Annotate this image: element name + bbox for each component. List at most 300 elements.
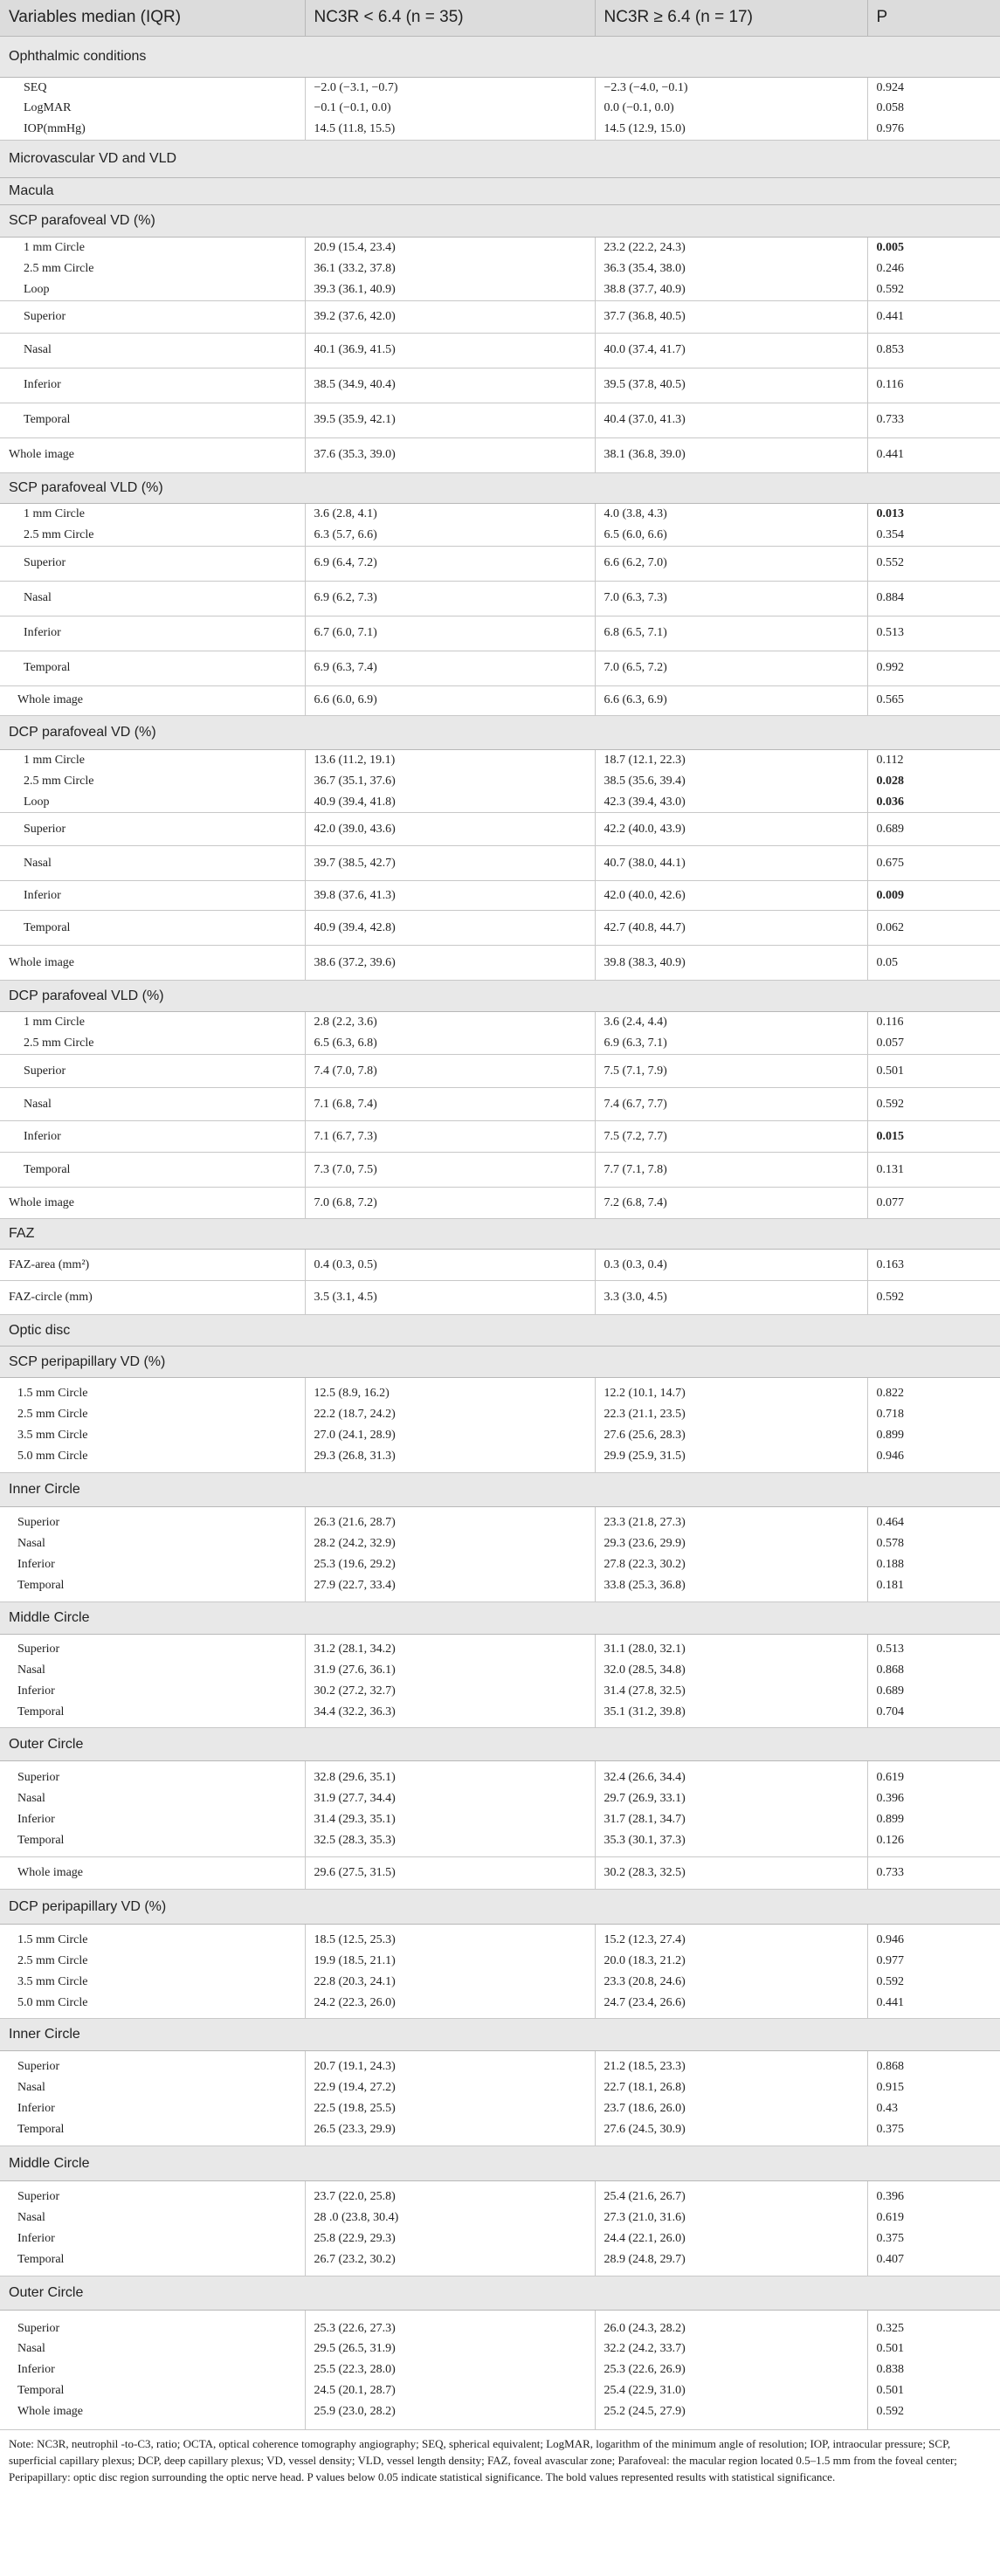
header-variables: Variables median (IQR) bbox=[0, 0, 305, 36]
section-label: SCP parafoveal VD (%) bbox=[0, 205, 1000, 238]
variable-cell bbox=[0, 1635, 305, 1728]
cell-value: 40.9 (39.4, 42.8) bbox=[314, 921, 396, 935]
cell-value: Temporal bbox=[17, 2253, 65, 2267]
variable-cell bbox=[0, 238, 305, 301]
section-label: DCP parafoveal VD (%) bbox=[0, 715, 1000, 749]
cell-value: Inferior bbox=[17, 1812, 55, 1826]
cell-value: 2.5 mm Circle bbox=[24, 262, 94, 276]
cell-value: 0.578 bbox=[876, 1537, 904, 1551]
cell-value: 0.592 bbox=[876, 1974, 904, 1988]
low-nc3r-cell bbox=[305, 1188, 595, 1219]
cell-value: 26.3 (21.6, 28.7) bbox=[314, 1516, 396, 1530]
variable-cell bbox=[0, 2051, 305, 2146]
cell-value: 42.3 (39.4, 43.0) bbox=[603, 795, 686, 809]
cell-value: 40.7 (38.0, 44.1) bbox=[603, 857, 686, 871]
cell-value: Loop bbox=[24, 283, 50, 297]
cell-value: 3.5 mm Circle bbox=[17, 1429, 88, 1443]
cell-value: 0.552 bbox=[876, 556, 904, 570]
section-label: Inner Circle bbox=[0, 1473, 1000, 1507]
cell-value: 0.163 bbox=[876, 1257, 904, 1271]
cell-value: 0.375 bbox=[876, 2232, 904, 2246]
cell-value: 0.375 bbox=[876, 2123, 904, 2137]
p-value-cell bbox=[867, 1925, 1000, 2019]
cell-value: 0.619 bbox=[876, 2211, 904, 2225]
low-nc3r-cell bbox=[305, 238, 595, 301]
p-value-cell bbox=[867, 1250, 1000, 1281]
cell-value: 31.2 (28.1, 34.2) bbox=[314, 1643, 396, 1656]
cell-value: 27.6 (25.6, 28.3) bbox=[603, 1429, 686, 1443]
variable-cell bbox=[0, 1378, 305, 1473]
cell-value: 31.9 (27.6, 36.1) bbox=[314, 1663, 396, 1677]
table-row bbox=[0, 77, 1000, 141]
cell-value: 31.4 (29.3, 35.1) bbox=[314, 1812, 396, 1826]
header-high-nc3r: NC3R ≥ 6.4 (n = 17) bbox=[595, 0, 867, 36]
low-nc3r-cell bbox=[305, 881, 595, 911]
p-value-cell bbox=[867, 1635, 1000, 1728]
cell-value: 0.619 bbox=[876, 1770, 904, 1784]
low-nc3r-cell bbox=[305, 1121, 595, 1153]
high-nc3r-cell bbox=[595, 616, 867, 651]
low-nc3r-cell bbox=[305, 1507, 595, 1602]
cell-value: Whole image bbox=[9, 448, 75, 462]
cell-value: 2.5 mm Circle bbox=[24, 1037, 94, 1050]
variable-cell bbox=[0, 651, 305, 685]
cell-value: 3.5 mm Circle bbox=[17, 1974, 88, 1988]
cell-value: 7.0 (6.3, 7.3) bbox=[603, 591, 667, 605]
cell-value: 19.9 (18.5, 21.1) bbox=[314, 1953, 396, 1967]
p-value-cell bbox=[867, 1378, 1000, 1473]
cell-value: 0.689 bbox=[876, 1684, 904, 1698]
variable-cell bbox=[0, 1925, 305, 2019]
variable-cell bbox=[0, 403, 305, 437]
variable-cell bbox=[0, 749, 305, 813]
low-nc3r-cell bbox=[305, 846, 595, 881]
p-value-cell bbox=[867, 437, 1000, 472]
table-row bbox=[0, 2181, 1000, 2276]
table-row bbox=[0, 846, 1000, 881]
cell-value: 0.4 (0.3, 0.5) bbox=[314, 1257, 377, 1271]
table-row bbox=[0, 300, 1000, 333]
cell-value: 7.1 (6.7, 7.3) bbox=[314, 1129, 377, 1143]
cell-value: 0.441 bbox=[876, 309, 904, 323]
cell-value: Inferior bbox=[24, 626, 61, 640]
cell-value: 0.396 bbox=[876, 2190, 904, 2204]
section-label: SCP parafoveal VLD (%) bbox=[0, 472, 1000, 503]
table-row bbox=[0, 1761, 1000, 1857]
cell-value: Superior bbox=[17, 1516, 60, 1530]
high-nc3r-cell bbox=[595, 2181, 867, 2276]
cell-value: 37.7 (36.8, 40.5) bbox=[603, 309, 686, 323]
table-body bbox=[0, 36, 1000, 2430]
high-nc3r-cell bbox=[595, 749, 867, 813]
cell-value: 14.5 (11.8, 15.5) bbox=[314, 122, 396, 136]
cell-value: 0.05 bbox=[876, 956, 898, 970]
cell-value: Temporal bbox=[17, 1705, 65, 1719]
high-nc3r-cell bbox=[595, 685, 867, 715]
cell-value: Whole image bbox=[17, 1866, 84, 1880]
cell-value: 0.592 bbox=[876, 1097, 904, 1111]
cell-value: 0.441 bbox=[876, 448, 904, 462]
cell-value: 27.6 (24.5, 30.9) bbox=[603, 2123, 686, 2137]
section-header-row bbox=[0, 141, 1000, 178]
cell-value: −2.0 (−3.1, −0.7) bbox=[314, 80, 398, 94]
table-row bbox=[0, 403, 1000, 437]
cell-value: 23.3 (21.8, 27.3) bbox=[603, 1516, 686, 1530]
cell-value: 27.0 (24.1, 28.9) bbox=[314, 1429, 396, 1443]
cell-value: 0.868 bbox=[876, 1663, 904, 1677]
p-value-cell bbox=[867, 1153, 1000, 1188]
cell-value: 6.6 (6.2, 7.0) bbox=[603, 556, 667, 570]
low-nc3r-cell bbox=[305, 403, 595, 437]
cell-value: 5.0 mm Circle bbox=[17, 1995, 88, 2009]
cell-value: 0.718 bbox=[876, 1408, 904, 1422]
cell-value: 7.7 (7.1, 7.8) bbox=[603, 1162, 667, 1176]
cell-value: 7.1 (6.8, 7.4) bbox=[314, 1097, 377, 1111]
section-label: Middle Circle bbox=[0, 2146, 1000, 2181]
table-row bbox=[0, 651, 1000, 685]
p-value-cell bbox=[867, 2051, 1000, 2146]
section-label: Optic disc bbox=[0, 1315, 1000, 1347]
p-value-cell bbox=[867, 846, 1000, 881]
low-nc3r-cell bbox=[305, 685, 595, 715]
cell-value: 32.0 (28.5, 34.8) bbox=[603, 1663, 686, 1677]
low-nc3r-cell bbox=[305, 813, 595, 846]
cell-value: Whole image bbox=[17, 2405, 84, 2419]
cell-value: 0.43 bbox=[876, 2102, 898, 2116]
high-nc3r-cell bbox=[595, 77, 867, 141]
cell-value: 0.899 bbox=[876, 1429, 904, 1443]
table-row bbox=[0, 616, 1000, 651]
cell-value: 29.7 (26.9, 33.1) bbox=[603, 1791, 686, 1805]
cell-value: 38.8 (37.7, 40.9) bbox=[603, 283, 686, 297]
low-nc3r-cell bbox=[305, 2051, 595, 2146]
cell-value: Loop bbox=[24, 795, 50, 809]
cell-value: 0.689 bbox=[876, 823, 904, 837]
section-header-row bbox=[0, 2019, 1000, 2051]
cell-value: 24.7 (23.4, 26.6) bbox=[603, 1995, 686, 2009]
cell-value: Nasal bbox=[24, 591, 52, 605]
cell-value: 7.3 (7.0, 7.5) bbox=[314, 1162, 377, 1176]
variable-cell bbox=[0, 1281, 305, 1315]
cell-value: 23.7 (18.6, 26.0) bbox=[603, 2102, 686, 2116]
section-header-row bbox=[0, 1219, 1000, 1250]
cell-value: 0.992 bbox=[876, 661, 904, 675]
table-row bbox=[0, 1250, 1000, 1281]
cell-value: 40.1 (36.9, 41.5) bbox=[314, 343, 396, 357]
p-value-cell bbox=[867, 581, 1000, 616]
cell-value: Inferior bbox=[17, 2363, 55, 2377]
high-nc3r-cell bbox=[595, 403, 867, 437]
p-value-cell bbox=[867, 1012, 1000, 1055]
variable-cell bbox=[0, 1857, 305, 1890]
cell-value: 42.2 (40.0, 43.9) bbox=[603, 823, 686, 837]
cell-value: 42.0 (40.0, 42.6) bbox=[603, 889, 686, 903]
cell-value: Nasal bbox=[17, 1537, 45, 1551]
cell-value: 0.924 bbox=[876, 80, 904, 94]
table-row bbox=[0, 1635, 1000, 1728]
variable-cell bbox=[0, 546, 305, 581]
cell-value: 6.9 (6.4, 7.2) bbox=[314, 556, 377, 570]
cell-value: 32.4 (26.6, 34.4) bbox=[603, 1770, 686, 1784]
section-header-row bbox=[0, 178, 1000, 205]
high-nc3r-cell bbox=[595, 1188, 867, 1219]
cell-value: 0.853 bbox=[876, 343, 904, 357]
section-header-row bbox=[0, 36, 1000, 77]
variable-cell bbox=[0, 1188, 305, 1219]
cell-value: 6.6 (6.0, 6.9) bbox=[314, 693, 377, 707]
section-header-row bbox=[0, 472, 1000, 503]
cell-value: 0.976 bbox=[876, 122, 904, 136]
header-low-nc3r: NC3R < 6.4 (n = 35) bbox=[305, 0, 595, 36]
cell-value: 27.3 (21.0, 31.6) bbox=[603, 2211, 686, 2225]
variable-cell bbox=[0, 1761, 305, 1857]
variable-cell bbox=[0, 1121, 305, 1153]
section-header-row bbox=[0, 715, 1000, 749]
cell-value: 0.513 bbox=[876, 626, 904, 640]
cell-value: 0.868 bbox=[876, 2060, 904, 2074]
high-nc3r-cell bbox=[595, 846, 867, 881]
p-value-cell bbox=[867, 333, 1000, 368]
cell-value: 3.6 (2.4, 4.4) bbox=[603, 1016, 667, 1030]
cell-value: Superior bbox=[17, 2190, 60, 2204]
table-row bbox=[0, 333, 1000, 368]
cell-value: Inferior bbox=[17, 2232, 55, 2246]
high-nc3r-cell bbox=[595, 437, 867, 472]
cell-value: 14.5 (12.9, 15.0) bbox=[603, 122, 686, 136]
cell-value: Inferior bbox=[24, 889, 61, 903]
cell-value: 0.062 bbox=[876, 921, 904, 935]
table-row bbox=[0, 1188, 1000, 1219]
cell-value: 39.5 (37.8, 40.5) bbox=[603, 378, 686, 392]
p-value-cell bbox=[867, 300, 1000, 333]
cell-value: 0.3 (0.3, 0.4) bbox=[603, 1257, 667, 1271]
section-header-row bbox=[0, 1890, 1000, 1925]
section-header-row bbox=[0, 1602, 1000, 1635]
cell-value: Superior bbox=[17, 2060, 60, 2074]
cell-value: 5.0 mm Circle bbox=[17, 1450, 88, 1464]
cell-value: 26.5 (23.3, 29.9) bbox=[314, 2123, 396, 2137]
variable-cell bbox=[0, 333, 305, 368]
cell-value: 6.5 (6.3, 6.8) bbox=[314, 1037, 377, 1050]
cell-value: 0.733 bbox=[876, 1866, 904, 1880]
section-header-row bbox=[0, 205, 1000, 238]
cell-value: Superior bbox=[17, 1770, 60, 1784]
table-row bbox=[0, 1012, 1000, 1055]
cell-value: Inferior bbox=[24, 1129, 61, 1143]
variable-cell bbox=[0, 1088, 305, 1121]
cell-value: 0.188 bbox=[876, 1558, 904, 1572]
p-value-cell bbox=[867, 77, 1000, 141]
p-value-cell bbox=[867, 911, 1000, 946]
cell-value: 3.3 (3.0, 4.5) bbox=[603, 1291, 667, 1305]
variable-cell bbox=[0, 846, 305, 881]
p-value-cell bbox=[867, 546, 1000, 581]
cell-value: 25.9 (23.0, 28.2) bbox=[314, 2405, 396, 2419]
cell-value: 6.7 (6.0, 7.1) bbox=[314, 626, 377, 640]
cell-value: 3.6 (2.8, 4.1) bbox=[314, 506, 377, 520]
low-nc3r-cell bbox=[305, 546, 595, 581]
cell-value: 21.2 (18.5, 23.3) bbox=[603, 2060, 686, 2074]
cell-value: 31.7 (28.1, 34.7) bbox=[603, 1812, 686, 1826]
high-nc3r-cell bbox=[595, 503, 867, 546]
variable-cell bbox=[0, 881, 305, 911]
cell-value: Nasal bbox=[17, 1663, 45, 1677]
high-nc3r-cell bbox=[595, 546, 867, 581]
cell-value: 7.5 (7.2, 7.7) bbox=[603, 1129, 667, 1143]
section-label: DCP parafoveal VLD (%) bbox=[0, 981, 1000, 1012]
p-value-cell bbox=[867, 1121, 1000, 1153]
high-nc3r-cell bbox=[595, 1055, 867, 1088]
low-nc3r-cell bbox=[305, 616, 595, 651]
cell-value: 18.5 (12.5, 25.3) bbox=[314, 1932, 396, 1946]
section-label: FAZ bbox=[0, 1219, 1000, 1250]
cell-value: 0.325 bbox=[876, 2321, 904, 2335]
variable-cell bbox=[0, 503, 305, 546]
cell-value: −2.3 (−4.0, −0.1) bbox=[603, 80, 688, 94]
variable-cell bbox=[0, 2181, 305, 2276]
low-nc3r-cell bbox=[305, 651, 595, 685]
low-nc3r-cell bbox=[305, 2311, 595, 2430]
table-header bbox=[0, 0, 1000, 36]
variable-cell bbox=[0, 911, 305, 946]
table-row bbox=[0, 1121, 1000, 1153]
cell-value: 0.0 (−0.1, 0.0) bbox=[603, 101, 674, 115]
cell-value: 0.733 bbox=[876, 413, 904, 427]
cell-value: 15.2 (12.3, 27.4) bbox=[603, 1932, 686, 1946]
cell-value: 0.946 bbox=[876, 1932, 904, 1946]
variable-cell bbox=[0, 946, 305, 981]
section-header-row bbox=[0, 1315, 1000, 1347]
cell-value: Temporal bbox=[17, 2384, 65, 2398]
cell-value: 38.5 (35.6, 39.4) bbox=[603, 774, 686, 788]
cell-value: Nasal bbox=[24, 857, 52, 871]
cell-value: 0.946 bbox=[876, 1450, 904, 1464]
cell-value: 33.8 (25.3, 36.8) bbox=[603, 1579, 686, 1593]
variable-cell bbox=[0, 1055, 305, 1088]
table-row bbox=[0, 749, 1000, 813]
cell-value: 0.501 bbox=[876, 2342, 904, 2356]
cell-value: 20.7 (19.1, 24.3) bbox=[314, 2060, 396, 2074]
table-row bbox=[0, 1281, 1000, 1315]
section-header-row bbox=[0, 2276, 1000, 2311]
cell-value: 7.4 (7.0, 7.8) bbox=[314, 1064, 377, 1078]
cell-value: 18.7 (12.1, 22.3) bbox=[603, 753, 686, 767]
cell-value: 7.2 (6.8, 7.4) bbox=[603, 1195, 667, 1209]
section-label: Microvascular VD and VLD bbox=[0, 141, 1000, 178]
cell-value: Whole image bbox=[9, 956, 75, 970]
cell-value: Superior bbox=[24, 1064, 66, 1078]
cell-value: 0.116 bbox=[876, 378, 904, 392]
cell-value: 36.3 (35.4, 38.0) bbox=[603, 262, 686, 276]
cell-value: 24.5 (20.1, 28.7) bbox=[314, 2384, 396, 2398]
high-nc3r-cell bbox=[595, 1250, 867, 1281]
cell-value: 31.4 (27.8, 32.5) bbox=[603, 1684, 686, 1698]
variable-cell bbox=[0, 581, 305, 616]
cell-value: Inferior bbox=[17, 2102, 55, 2116]
p-value-cell bbox=[867, 238, 1000, 301]
cell-value: Temporal bbox=[17, 1579, 65, 1593]
section-header-row bbox=[0, 1347, 1000, 1378]
cell-value: 7.0 (6.8, 7.2) bbox=[314, 1195, 377, 1209]
cell-value: 38.1 (36.8, 39.0) bbox=[603, 448, 686, 462]
cell-value: 23.3 (20.8, 24.6) bbox=[603, 1974, 686, 1988]
cell-value: 28.2 (24.2, 32.9) bbox=[314, 1537, 396, 1551]
high-nc3r-cell bbox=[595, 581, 867, 616]
cell-value: 25.3 (22.6, 26.9) bbox=[603, 2363, 686, 2377]
cell-value: 0.077 bbox=[876, 1195, 904, 1209]
cell-value: 0.396 bbox=[876, 1791, 904, 1805]
low-nc3r-cell bbox=[305, 300, 595, 333]
cell-value: 42.7 (40.8, 44.7) bbox=[603, 921, 686, 935]
high-nc3r-cell bbox=[595, 368, 867, 403]
cell-value: 6.5 (6.0, 6.6) bbox=[603, 527, 667, 541]
high-nc3r-cell bbox=[595, 1121, 867, 1153]
cell-value: Superior bbox=[17, 2321, 60, 2335]
cell-value: 6.3 (5.7, 6.6) bbox=[314, 527, 377, 541]
cell-value: 0.592 bbox=[876, 2405, 904, 2419]
low-nc3r-cell bbox=[305, 1378, 595, 1473]
cell-value: 39.7 (38.5, 42.7) bbox=[314, 857, 396, 871]
high-nc3r-cell bbox=[595, 1635, 867, 1728]
cell-value: Nasal bbox=[17, 2211, 45, 2225]
table-row bbox=[0, 2051, 1000, 2146]
p-value-cell bbox=[867, 881, 1000, 911]
variable-cell bbox=[0, 437, 305, 472]
p-value-cell bbox=[867, 685, 1000, 715]
table-row bbox=[0, 1507, 1000, 1602]
table-row bbox=[0, 1153, 1000, 1188]
p-value-cell bbox=[867, 403, 1000, 437]
cell-value: 25.2 (24.5, 27.9) bbox=[603, 2405, 686, 2419]
cell-value: Nasal bbox=[24, 343, 52, 357]
cell-value: 0.126 bbox=[876, 1833, 904, 1847]
cell-value: Inferior bbox=[17, 1684, 55, 1698]
table-row bbox=[0, 2311, 1000, 2430]
variable-cell bbox=[0, 368, 305, 403]
table-row bbox=[0, 911, 1000, 946]
cell-value: 27.9 (22.7, 33.4) bbox=[314, 1579, 396, 1593]
cell-value: Temporal bbox=[24, 921, 71, 935]
cell-value: 7.4 (6.7, 7.7) bbox=[603, 1097, 667, 1111]
cell-value: 1 mm Circle bbox=[24, 506, 85, 520]
p-value-cell bbox=[867, 1507, 1000, 1602]
low-nc3r-cell bbox=[305, 581, 595, 616]
cell-value: 4.0 (3.8, 4.3) bbox=[603, 506, 667, 520]
low-nc3r-cell bbox=[305, 503, 595, 546]
section-header-row bbox=[0, 1473, 1000, 1507]
section-label: Macula bbox=[0, 178, 1000, 205]
low-nc3r-cell bbox=[305, 1088, 595, 1121]
low-nc3r-cell bbox=[305, 1925, 595, 2019]
p-value-cell bbox=[867, 503, 1000, 546]
high-nc3r-cell bbox=[595, 238, 867, 301]
low-nc3r-cell bbox=[305, 749, 595, 813]
p-value-significant: 0.009 bbox=[876, 889, 904, 903]
high-nc3r-cell bbox=[595, 1925, 867, 2019]
cell-value: 0.057 bbox=[876, 1037, 904, 1050]
low-nc3r-cell bbox=[305, 77, 595, 141]
low-nc3r-cell bbox=[305, 1250, 595, 1281]
cell-value: 0.513 bbox=[876, 1643, 904, 1656]
cell-value: IOP(mmHg) bbox=[24, 122, 86, 136]
variable-cell bbox=[0, 813, 305, 846]
high-nc3r-cell bbox=[595, 946, 867, 981]
cell-value: 2.5 mm Circle bbox=[17, 1408, 88, 1422]
p-value-cell bbox=[867, 2181, 1000, 2276]
cell-value: 29.5 (26.5, 31.9) bbox=[314, 2342, 396, 2356]
high-nc3r-cell bbox=[595, 300, 867, 333]
p-value-cell bbox=[867, 1055, 1000, 1088]
